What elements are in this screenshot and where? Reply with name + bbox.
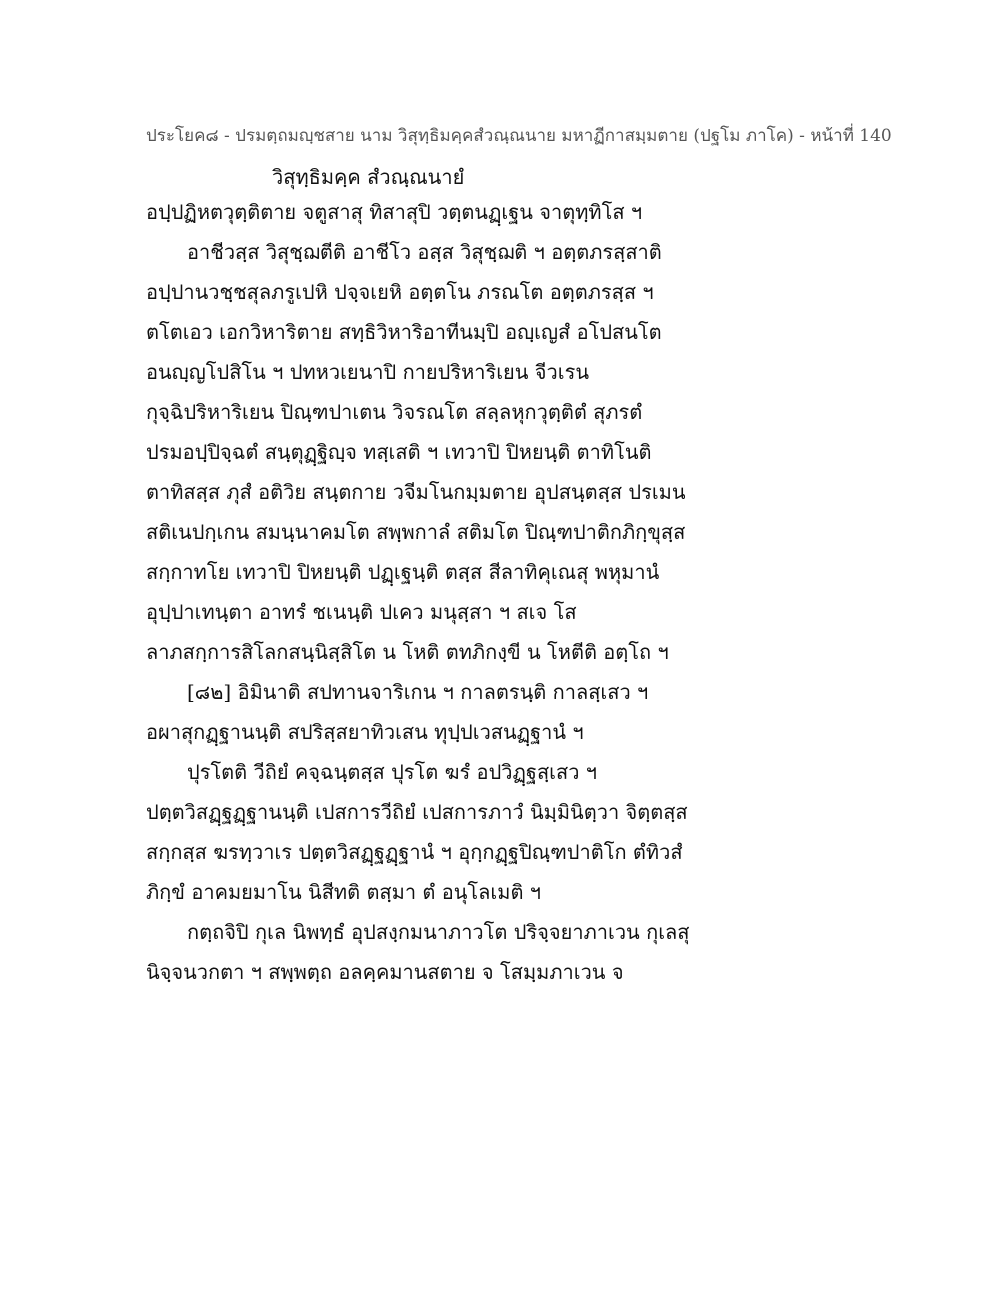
text-line: นิจฺจนวกตา ฯ สพฺพตฺถ อลคฺคมานสตาย จ โสมฺมภาเวน จ: [146, 960, 624, 984]
text-line: กุจฺฉิปริหาริเยน ปิณฺฑปาเตน วิจรณโต สลฺลหุกวุตฺติตํ สุภรตํ: [146, 400, 643, 424]
text-line: สติเนปกฺเกน สมนฺนาคมโต สพฺพกาลํ สติมโต ปิณฺฑปาติกภิกฺขุสฺส: [146, 520, 686, 544]
text-line: ตาทิสสฺส ภุสํ อติวิย สนฺตกาย วจีมโนกมฺมตาย อุปสนฺตสฺส ปรเมน: [146, 480, 686, 504]
text-line: [๘๒] อิมินาติ สปทานจาริเกน ฯ กาลตรนฺติ กาลสฺเสว ฯ: [187, 680, 649, 704]
running-header: ประโยค๘ - ปรมตฺถมญฺชสาย นาม วิสุทฺธิมคฺคสํวณฺณนาย มหาฏีกาสมฺมตาย (ปฐโม ภาโค) - หน้าที่ 140: [146, 126, 892, 146]
section-title: วิสุทฺธิมคฺค สํวณฺณนายํ: [272, 165, 465, 189]
text-line: อปฺปานวชฺชสุลภรูเปหิ ปจฺจเยหิ อตฺตโน ภรณโต อตฺตภรสฺส ฯ: [146, 280, 654, 304]
text-line: อนญฺญโปสิโน ฯ ปทหวเยนาปิ กายปริหาริเยน จีวเรน: [146, 360, 590, 384]
text-line: ตโตเอว เอกวิหาริตาย สทฺธิวิหาริอาทีนมฺปิ อญฺเญสํ อโปสนโต: [146, 320, 662, 344]
text-line: สกฺกสฺส ฆรทฺวาเร ปตฺตวิสฏฺฐฏฺฐานํ ฯ อุกฺกฏฺฐปิณฺฑปาติโก ตํทิวสํ: [146, 840, 683, 864]
text-line: ปุรโตติ วีถิยํ คจฺฉนฺตสฺส ปุรโต ฆรํ อปวิฏฺฐสฺเสว ฯ: [187, 760, 598, 784]
text-line: สกฺกาทโย เทวาปิ ปิหยนฺติ ปฏฺเฐนฺติ ตสฺส สีลาทิคุเณสุ พหุมานํ: [146, 560, 660, 584]
text-line: กตฺถจิปิ กุเล นิพทฺธํ อุปสงฺกมนาภาวโต ปริจฺจยาภาเวน กุเลสุ: [187, 920, 690, 944]
text-line: อปฺปฏิหตวุตฺติตาย จตูสาสุ ทิสาสุปิ วตฺตนฏฺเฐน จาตุทฺทิโส ฯ: [146, 200, 643, 224]
text-line: อผาสุกฏฺฐานนฺติ สปริสฺสยาทิวเสน ทุปฺปเวสนฏฺฐานํ ฯ: [146, 720, 584, 744]
text-line: ปรมอปฺปิจฺฉตํ สนฺตุฏฺฐิญฺจ ทสฺเสติ ฯ เทวาปิ ปิหยนฺติ ตาทิโนติ: [146, 440, 652, 464]
text-line: ปตฺตวิสฏฺฐฏฺฐานนฺติ เปสการวีถิยํ เปสการภาวํ นิมฺมินิตฺวา จิตฺตสฺส: [146, 800, 688, 824]
text-line: ลาภสกฺการสิโลกสนฺนิสฺสิโต น โหติ ตทภิกงฺขี น โหตีติ อตฺโถ ฯ: [146, 640, 669, 664]
text-line: ภิกฺขํ อาคมยมาโน นิสีทติ ตสฺมา ตํ อนุโลเมติ ฯ: [146, 880, 542, 904]
text-line: อาชีวสฺส วิสุชฺฌตีติ อาชีโว อสฺส วิสุชฺฌติ ฯ อตฺตภรสฺสาติ: [187, 240, 662, 264]
text-line: อุปฺปาเทนฺตา อาทรํ ชเนนฺติ ปเคว มนุสฺสา ฯ สเจ โส: [146, 600, 577, 624]
